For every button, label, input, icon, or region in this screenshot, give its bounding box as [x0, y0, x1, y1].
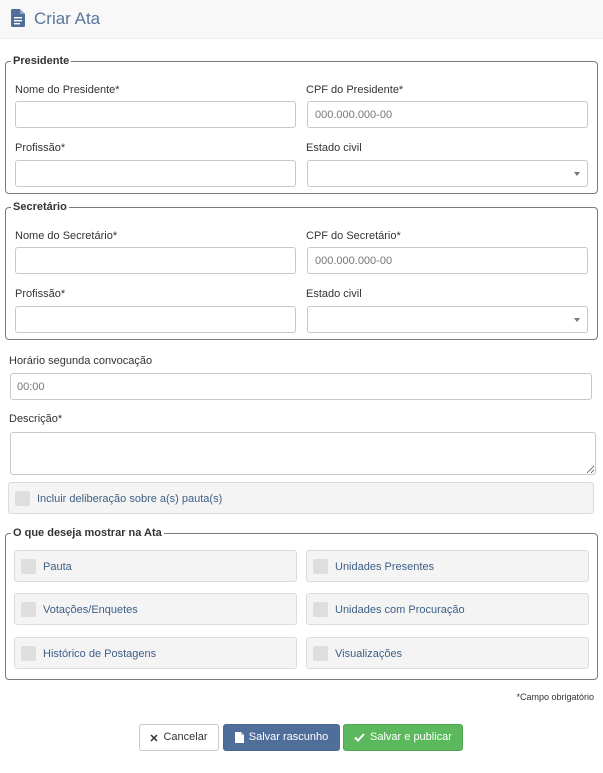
close-icon — [150, 734, 158, 742]
check-icon — [354, 733, 365, 742]
option-unidades-presentes-checkbox[interactable] — [306, 550, 589, 582]
secretary-legend: Secretário — [13, 201, 67, 213]
option-votacoes-checkbox[interactable] — [14, 593, 297, 625]
cancel-button[interactable] — [139, 724, 219, 751]
chevron-down-icon — [574, 172, 580, 176]
second-call-label: Horário segunda convocação — [9, 355, 153, 367]
checkbox-box[interactable] — [21, 602, 36, 617]
checkbox-box[interactable] — [21, 646, 36, 661]
option-label: Votações/Enquetes — [43, 604, 138, 616]
president-fieldset — [5, 55, 598, 194]
checkbox-box[interactable] — [313, 559, 328, 574]
president-profession-input[interactable] — [15, 160, 296, 187]
show-options-fieldset — [5, 527, 598, 680]
save-draft-button[interactable] — [223, 724, 340, 751]
description-textarea[interactable] — [10, 432, 596, 475]
page-title: Criar Ata — [34, 9, 101, 28]
president-marital-label: Estado civil — [306, 142, 362, 154]
option-label: Histórico de Postagens — [43, 648, 157, 660]
secretary-profession-input[interactable] — [15, 306, 296, 333]
president-profession-label: Profissão* — [15, 142, 66, 154]
option-pauta-checkbox[interactable] — [14, 550, 297, 582]
president-cpf-placeholder: 000.000.000-00 — [315, 109, 393, 121]
checkbox-box[interactable] — [313, 602, 328, 617]
cancel-button-label: Cancelar — [163, 731, 208, 743]
checkbox-box[interactable] — [15, 491, 30, 506]
description-label: Descrição* — [9, 413, 63, 425]
option-historico-checkbox[interactable] — [14, 637, 297, 669]
file-text-icon — [11, 9, 25, 27]
secretary-cpf-placeholder: 000.000.000-00 — [315, 255, 393, 267]
checkbox-box[interactable] — [313, 646, 328, 661]
option-visualizacoes-checkbox[interactable] — [306, 637, 589, 669]
secretary-marital-select[interactable] — [307, 306, 588, 333]
secretary-marital-label: Estado civil — [306, 288, 362, 300]
include-deliberation-checkbox[interactable] — [8, 482, 594, 514]
secretary-profession-label: Profissão* — [15, 288, 66, 300]
option-label: Unidades com Procuração — [335, 604, 465, 616]
save-publish-button[interactable] — [343, 724, 463, 751]
president-name-label: Nome do Presidente* — [15, 84, 120, 96]
option-label: Pauta — [43, 561, 72, 573]
secretary-name-input[interactable] — [15, 247, 296, 274]
required-field-note: *Campo obrigatório — [516, 692, 594, 702]
president-name-input[interactable] — [15, 101, 296, 128]
option-label: Unidades Presentes — [335, 561, 435, 573]
secretary-cpf-label: CPF do Secretário* — [306, 230, 401, 242]
option-label: Visualizações — [335, 648, 403, 660]
file-icon — [235, 732, 244, 743]
checkbox-box[interactable] — [21, 559, 36, 574]
secretary-fieldset — [5, 201, 598, 340]
president-marital-select[interactable] — [307, 160, 588, 187]
show-options-legend: O que deseja mostrar na Ata — [13, 527, 162, 539]
include-deliberation-label: Incluir deliberação sobre a(s) pauta(s) — [37, 493, 223, 505]
option-unidades-procuracao-checkbox[interactable] — [306, 593, 589, 625]
president-legend: Presidente — [13, 55, 70, 67]
save-publish-label: Salvar e publicar — [370, 731, 452, 743]
secretary-cpf-input[interactable] — [307, 247, 588, 274]
president-cpf-input[interactable] — [307, 101, 588, 128]
save-draft-label: Salvar rascunho — [248, 731, 329, 743]
second-call-time-input[interactable] — [10, 373, 592, 400]
second-call-placeholder: 00:00 — [17, 381, 45, 393]
chevron-down-icon — [574, 318, 580, 322]
page-header — [0, 0, 603, 39]
secretary-name-label: Nome do Secretário* — [15, 230, 118, 242]
president-cpf-label: CPF do Presidente* — [306, 84, 404, 96]
